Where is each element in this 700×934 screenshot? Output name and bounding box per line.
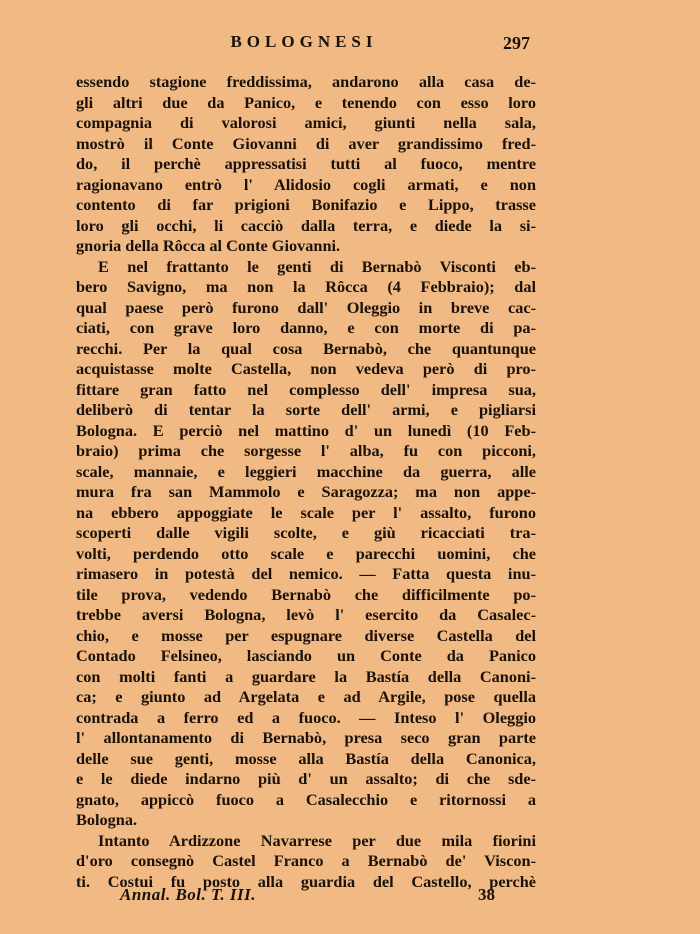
text-line: scoperti dalle vigili scolte, e giù ricacciati tra- [76, 523, 536, 542]
text-line: loro gli occhi, li cacciò dalla terra, e diede la si- [76, 215, 536, 235]
text-line: Contado Felsineo, lasciando un Conte da Panico [76, 646, 536, 665]
text-line: mostrò il Conte Giovanni di aver grandissimo fred- [76, 133, 536, 153]
text-line: na ebbero appoggiate le scale per l' assalto, furono [76, 502, 536, 522]
text-line: l' allontanamento di Bernabò, presa seco gran parte [76, 728, 536, 747]
text-line: Bologna. [76, 810, 138, 829]
page-footer [120, 885, 500, 907]
text-line: volti, perdendo otto scale e parecchi uomini, che [76, 543, 536, 563]
text-line: essendo stagione freddissima, andarono alla casa de- [76, 72, 536, 91]
text-line: acquistasse molte Castella, non vedeva però di pro- [76, 359, 536, 378]
text-line: d'oro consegnò Castel Franco a Bernabò de' Viscon- [76, 851, 536, 870]
text-line: compagnia di valorosi amici, giunti nella sala, [76, 113, 536, 132]
text-line: gli altri due da Panico, e tenendo con esso loro [76, 92, 536, 112]
text-line: recchi. Per la qual cosa Bernabò, che quantunque [76, 338, 536, 358]
text-line: trebbe aversi Bologna, levò l' esercito da Casalec- [76, 605, 536, 624]
text-line: chio, e mosse per espugnare diverse Castella del [76, 625, 536, 645]
text-line: qual paese però furono dall' Oleggio in breve cac- [76, 297, 536, 317]
page-number: 297 [503, 33, 530, 53]
printer-signature: Annal. Bol. T. III. [120, 885, 256, 904]
text-line: bero Savigno, ma non la Rôcca (4 Febbraio); dal [76, 277, 536, 296]
text-line: ti. Costui fu posto alla guardia del Castello, perchè [76, 871, 536, 891]
text-line: contento di far prigioni Bonifazio e Lippo, trasse [76, 195, 536, 214]
text-line: e le diede indarno più d' un assalto; di che sde- [76, 769, 536, 788]
text-line: ragionavano entrò l' Alidosio cogli armati, e non [76, 174, 536, 194]
text-line: rimasero in potestà del nemico. — Fatta questa inu- [76, 564, 536, 583]
text-line: con molti fanti a guardare la Bastía della Canoni- [76, 666, 536, 686]
text-line: ciati, con grave loro danno, e con morte di pa- [76, 318, 536, 337]
text-line: Bologna. E perciò nel mattino d' un lunedì (10 Feb- [76, 420, 536, 440]
text-line: ca; e giunto ad Argelata e ad Argile, pose quella [76, 687, 536, 706]
text-line: tile prova, vedendo Bernabò che difficilmente po- [76, 584, 536, 604]
text-line: braio) prima che sorgesse l' alba, fu con picconi, [76, 441, 536, 460]
signature-number: 38 [478, 885, 495, 904]
text-line: E nel frattanto le genti di Bernabò Visconti eb- [98, 256, 536, 276]
text-line: deliberò di tentar la sorte dell' armi, e pigliarsi [76, 400, 536, 419]
body-text [76, 72, 536, 892]
text-line: scale, mannaie, e leggieri macchine da guerra, alle [76, 461, 536, 481]
text-line: Intanto Ardizzone Navarrese per due mila fiorini [98, 830, 536, 850]
text-line: mura fra san Mammolo e Saragozza; ma non appe- [76, 482, 536, 501]
page-header [78, 32, 530, 58]
text-line: fittare gran fatto nel complesso dell' impresa sua, [76, 379, 536, 399]
text-line: gnato, appiccò fuoco a Casalecchio e ritornossi a [76, 789, 536, 809]
text-line: gnoria della Rôcca al Conte Giovanni. [76, 236, 341, 255]
text-line: contrada a ferro ed a fuoco. — Inteso l' Oleggio [76, 707, 536, 727]
text-line: delle sue genti, mosse alla Bastía della Canonica, [76, 748, 536, 768]
text-line: do, il perchè appressatisi tutti al fuoco, mentre [76, 154, 536, 173]
running-title: BOLOGNESI [230, 32, 378, 51]
